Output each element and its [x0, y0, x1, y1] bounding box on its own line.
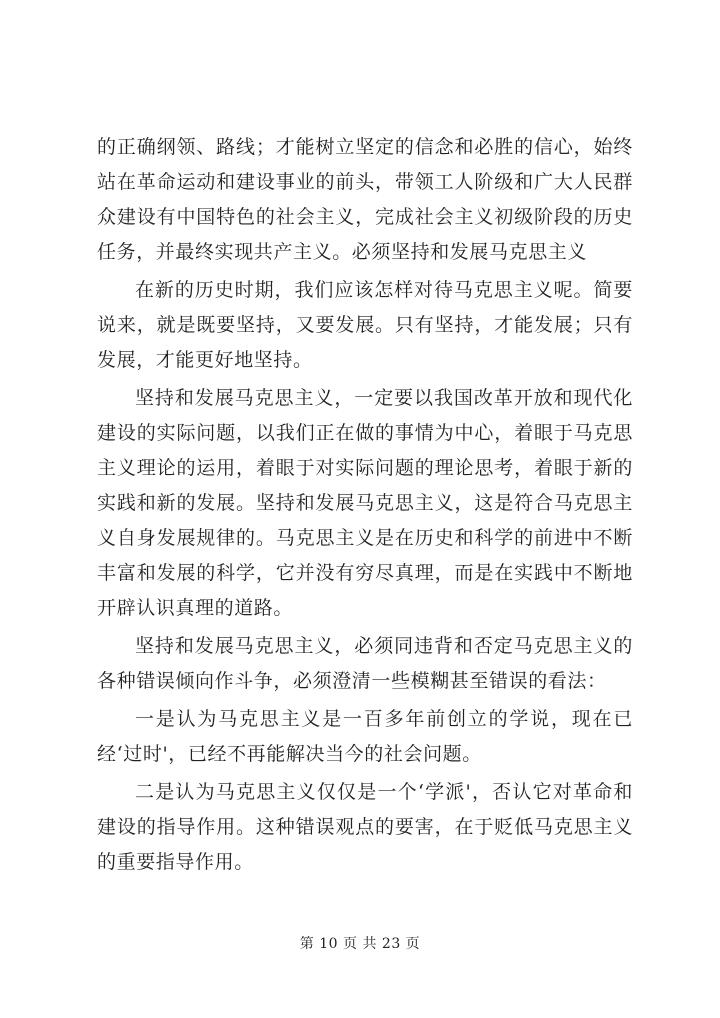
paragraph-3: 坚持和发展马克思主义，一定要以我国改革开放和现代化建设的实际问题，以我们正在做的事情为中心，着眼于马克思主义理论的运用，着眼于对实际问题的理论思考，着眼于新的实践和新的发展。坚持和发展马克思主义，这是符合马克思主义自身发展规律的。马克思主义是在历史和科学的前进中不断丰富和发展的科学，它并没有穷尽真理，而是在实践中不断地开辟认识真理的道路。	[97, 387, 633, 619]
paragraph-2: 在新的历史时期，我们应该怎样对待马克思主义呢。简要说来，就是既要坚持，又要发展。只有坚持，才能发展；只有发展，才能更好地坚持。	[97, 279, 633, 371]
paragraph-1: 的正确纲领、路线；才能树立坚定的信念和必胜的信心，始终站在革命运动和建设事业的前头，带领工人阶级和广大人民群众建设有中国特色的社会主义，完成社会主义初级阶段的历史任务，并最终实现共产主义。必须坚持和发展马克思主义	[97, 136, 633, 263]
paragraph-5: 一是认为马克思主义是一百多年前创立的学说，现在已经‘过时'，已经不再能解决当今的社会问题。	[97, 708, 633, 765]
page-footer: 第 10 页 共 23 页	[299, 936, 421, 952]
paragraph-6: 二是认为马克思主义仅仅是一个‘学派'，否认它对革命和建设的指导作用。这种错误观点的要害，在于贬低马克思主义的重要指导作用。	[97, 781, 633, 873]
paragraph-4: 坚持和发展马克思主义，必须同违背和否定马克思主义的各种错误倾向作斗争，必须澄清一些模糊甚至错误的看法：	[97, 635, 633, 692]
body-text	[97, 130, 633, 880]
